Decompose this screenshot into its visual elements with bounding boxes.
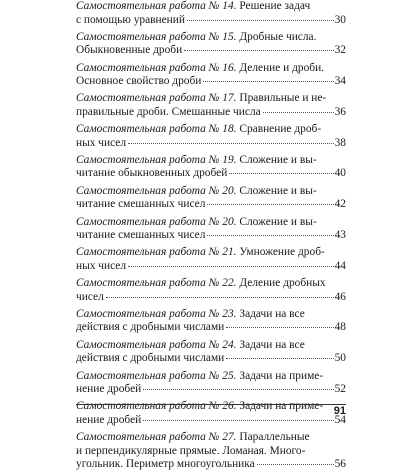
- toc-entry-page-number: 54: [334, 413, 346, 426]
- toc-entry-work-label: Самостоятельная работа № 21.: [76, 246, 237, 259]
- toc-entry-last-line: [76, 414, 346, 428]
- toc-entry-line: [76, 308, 346, 322]
- toc-entry-page-number: 34: [334, 75, 346, 88]
- dot-leader: [128, 143, 334, 144]
- toc-entry[interactable]: [76, 92, 346, 119]
- dot-leader: [226, 327, 333, 328]
- toc-entry-title-part: Решение задач: [239, 0, 311, 12]
- toc-entry[interactable]: [76, 62, 346, 89]
- toc-entry-line: [76, 92, 346, 106]
- toc-entry-work-label: Самостоятельная работа № 20.: [76, 184, 237, 197]
- toc-entry-page-number: 42: [334, 198, 346, 211]
- dot-leader: [106, 297, 334, 298]
- toc-entry-title-part: Сложение и вы-: [239, 184, 317, 197]
- toc-entry-title-part: Умножение дроб-: [239, 246, 325, 259]
- dot-leader: [187, 20, 334, 21]
- toc-entry-line: [76, 62, 346, 76]
- toc-entry-title-part: Дробные числа.: [239, 30, 317, 43]
- toc-entry-line: [76, 31, 346, 45]
- toc-entry-work-label: Самостоятельная работа № 20.: [76, 215, 237, 228]
- dot-leader: [128, 266, 334, 267]
- toc-entry-last-line: [76, 106, 346, 120]
- toc-entry[interactable]: [76, 277, 346, 304]
- toc-entry-title-part: Параллельные: [239, 431, 310, 444]
- toc-entry-page-number: 50: [334, 352, 346, 365]
- toc-entry[interactable]: [76, 308, 346, 335]
- toc-entry[interactable]: [76, 339, 346, 366]
- toc-entry-work-label: Самостоятельная работа № 19.: [76, 153, 237, 166]
- toc-entry-title-part: действия с дробными числами: [76, 321, 225, 334]
- toc-entry[interactable]: [76, 31, 346, 58]
- toc-entry-line: [76, 339, 346, 353]
- toc-entry-work-label: Самостоятельная работа № 22.: [76, 277, 237, 290]
- toc-entry-line: [76, 216, 346, 230]
- toc-entry-work-label: Самостоятельная работа № 24.: [76, 338, 237, 351]
- dot-leader: [143, 420, 333, 421]
- toc-entry-last-line: [76, 44, 346, 58]
- toc-entry-title-part: Сложение и вы-: [239, 153, 317, 166]
- toc-entry-title-part: читание обыкновенных дробей: [76, 167, 228, 180]
- toc-entry-page-number: 46: [334, 290, 346, 303]
- toc-entry-title-part: ных чисел: [76, 136, 127, 149]
- toc-entry-work-label: Самостоятельная работа № 17.: [76, 92, 237, 105]
- toc-entry-title-part: Обыкновенные дроби: [76, 44, 183, 57]
- toc-entry[interactable]: [76, 370, 346, 397]
- toc-entry-title-part: чисел: [76, 290, 104, 303]
- dot-leader: [207, 204, 333, 205]
- toc-entry-title-part: ных чисел: [76, 259, 127, 272]
- toc-entry-title-part: читание смешанных чисел: [76, 229, 206, 242]
- toc-entry-last-line: [76, 75, 346, 89]
- toc-entry-title-part: Основное свойство дроби: [76, 75, 202, 88]
- toc-entry-title-part: читание смешанных чисел: [76, 198, 206, 211]
- toc-entry-line: [76, 185, 346, 199]
- toc-entry[interactable]: [76, 185, 346, 212]
- toc-entry[interactable]: [76, 216, 346, 243]
- toc-entry-work-label: Самостоятельная работа № 18.: [76, 123, 237, 136]
- toc-entry-page-number: 30: [334, 13, 346, 26]
- toc-entry-page-number: 56: [334, 458, 346, 471]
- toc-entry-page-number: 48: [334, 321, 346, 334]
- toc-entry-title-part: правильные дроби. Смешанные числа: [76, 105, 261, 118]
- dot-leader: [257, 464, 334, 465]
- toc-entry[interactable]: [76, 246, 346, 273]
- toc-entry-page-number: 43: [334, 229, 346, 242]
- toc-entry-work-label: Самостоятельная работа № 15.: [76, 30, 237, 43]
- toc-entry-title-part: Деление дробных: [239, 277, 326, 290]
- dot-leader: [143, 389, 333, 390]
- toc-entry-title-part: Деление и дроби.: [239, 61, 325, 74]
- toc-entry-line: [76, 431, 346, 445]
- toc-entry-last-line: [76, 167, 346, 181]
- toc-entry[interactable]: [76, 0, 346, 27]
- toc-entry-title-part: Задачи на приме-: [239, 400, 324, 413]
- toc-entry-last-line: [76, 383, 346, 397]
- toc-entry-title-part: Задачи на приме-: [239, 369, 324, 382]
- toc-entry-last-line: [76, 458, 346, 472]
- toc-entry-title-part: угольник. Периметр многоугольника: [76, 458, 255, 471]
- footer-rule: [76, 404, 346, 405]
- toc-entry-page-number: 52: [334, 383, 346, 396]
- toc-entry-last-line: [76, 321, 346, 335]
- toc-entry-page-number: 36: [334, 105, 346, 118]
- toc-entry-title-part: нение дробей: [76, 413, 142, 426]
- toc-entry-title-part: Задачи на все: [239, 307, 305, 320]
- toc-entry-page-number: 40: [334, 167, 346, 180]
- toc-entry-line: [76, 370, 346, 384]
- toc-entry-title-part: с помощью уравнений: [76, 13, 185, 26]
- toc-entry-title-part: действия с дробными числами: [76, 352, 225, 365]
- page-number: 91: [333, 405, 346, 417]
- toc-entry-title-part: Сложение и вы-: [239, 215, 317, 228]
- toc-entry-last-line: [76, 137, 346, 151]
- dot-leader: [207, 235, 333, 236]
- toc-entry-line: [76, 400, 346, 414]
- toc-entry-last-line: [76, 198, 346, 212]
- toc-entry-page-number: 32: [334, 44, 346, 57]
- toc-entry-line: [76, 154, 346, 168]
- toc-entry[interactable]: [76, 431, 346, 472]
- dot-leader: [203, 81, 333, 82]
- dot-leader: [263, 112, 334, 113]
- toc-entry-title-part: Правильные и не-: [239, 92, 327, 105]
- toc-entry-work-label: Самостоятельная работа № 25.: [76, 369, 237, 382]
- toc-entry-last-line: [76, 260, 346, 274]
- toc-entry-last-line: [76, 229, 346, 243]
- dot-leader: [229, 173, 333, 174]
- toc-entry-page-number: 38: [334, 136, 346, 149]
- toc-entry-title-part: нение дробей: [76, 383, 142, 396]
- toc-entry-title-part: Сравнение дроб-: [239, 123, 322, 136]
- toc-entry-work-label: Самостоятельная работа № 23.: [76, 307, 237, 320]
- toc-entry-line: [76, 445, 346, 459]
- toc-entry-title-part: Задачи на все: [239, 338, 305, 351]
- toc-entry-line: [76, 277, 346, 291]
- toc-entry-line: [76, 123, 346, 137]
- dot-leader: [226, 358, 333, 359]
- toc-entry[interactable]: [76, 154, 346, 181]
- toc-entry-line: [76, 246, 346, 260]
- toc-entry-work-label: Самостоятельная работа № 27.: [76, 431, 237, 444]
- toc-entry-work-label: Самостоятельная работа № 14.: [76, 0, 237, 12]
- toc-entry-line: [76, 0, 346, 14]
- toc-entry-title-part: и перпендикулярные прямые. Ломаная. Много-: [76, 444, 306, 457]
- toc-entry-last-line: [76, 291, 346, 305]
- toc-entry-last-line: [76, 352, 346, 366]
- toc-entry-page-number: 44: [334, 259, 346, 272]
- toc-entry-last-line: [76, 14, 346, 28]
- dot-leader: [184, 50, 333, 51]
- toc-entry[interactable]: [76, 123, 346, 150]
- toc-entry-work-label: Самостоятельная работа № 26.: [76, 400, 237, 413]
- book-page: [76, 0, 346, 471]
- toc-entry-work-label: Самостоятельная работа № 16.: [76, 61, 237, 74]
